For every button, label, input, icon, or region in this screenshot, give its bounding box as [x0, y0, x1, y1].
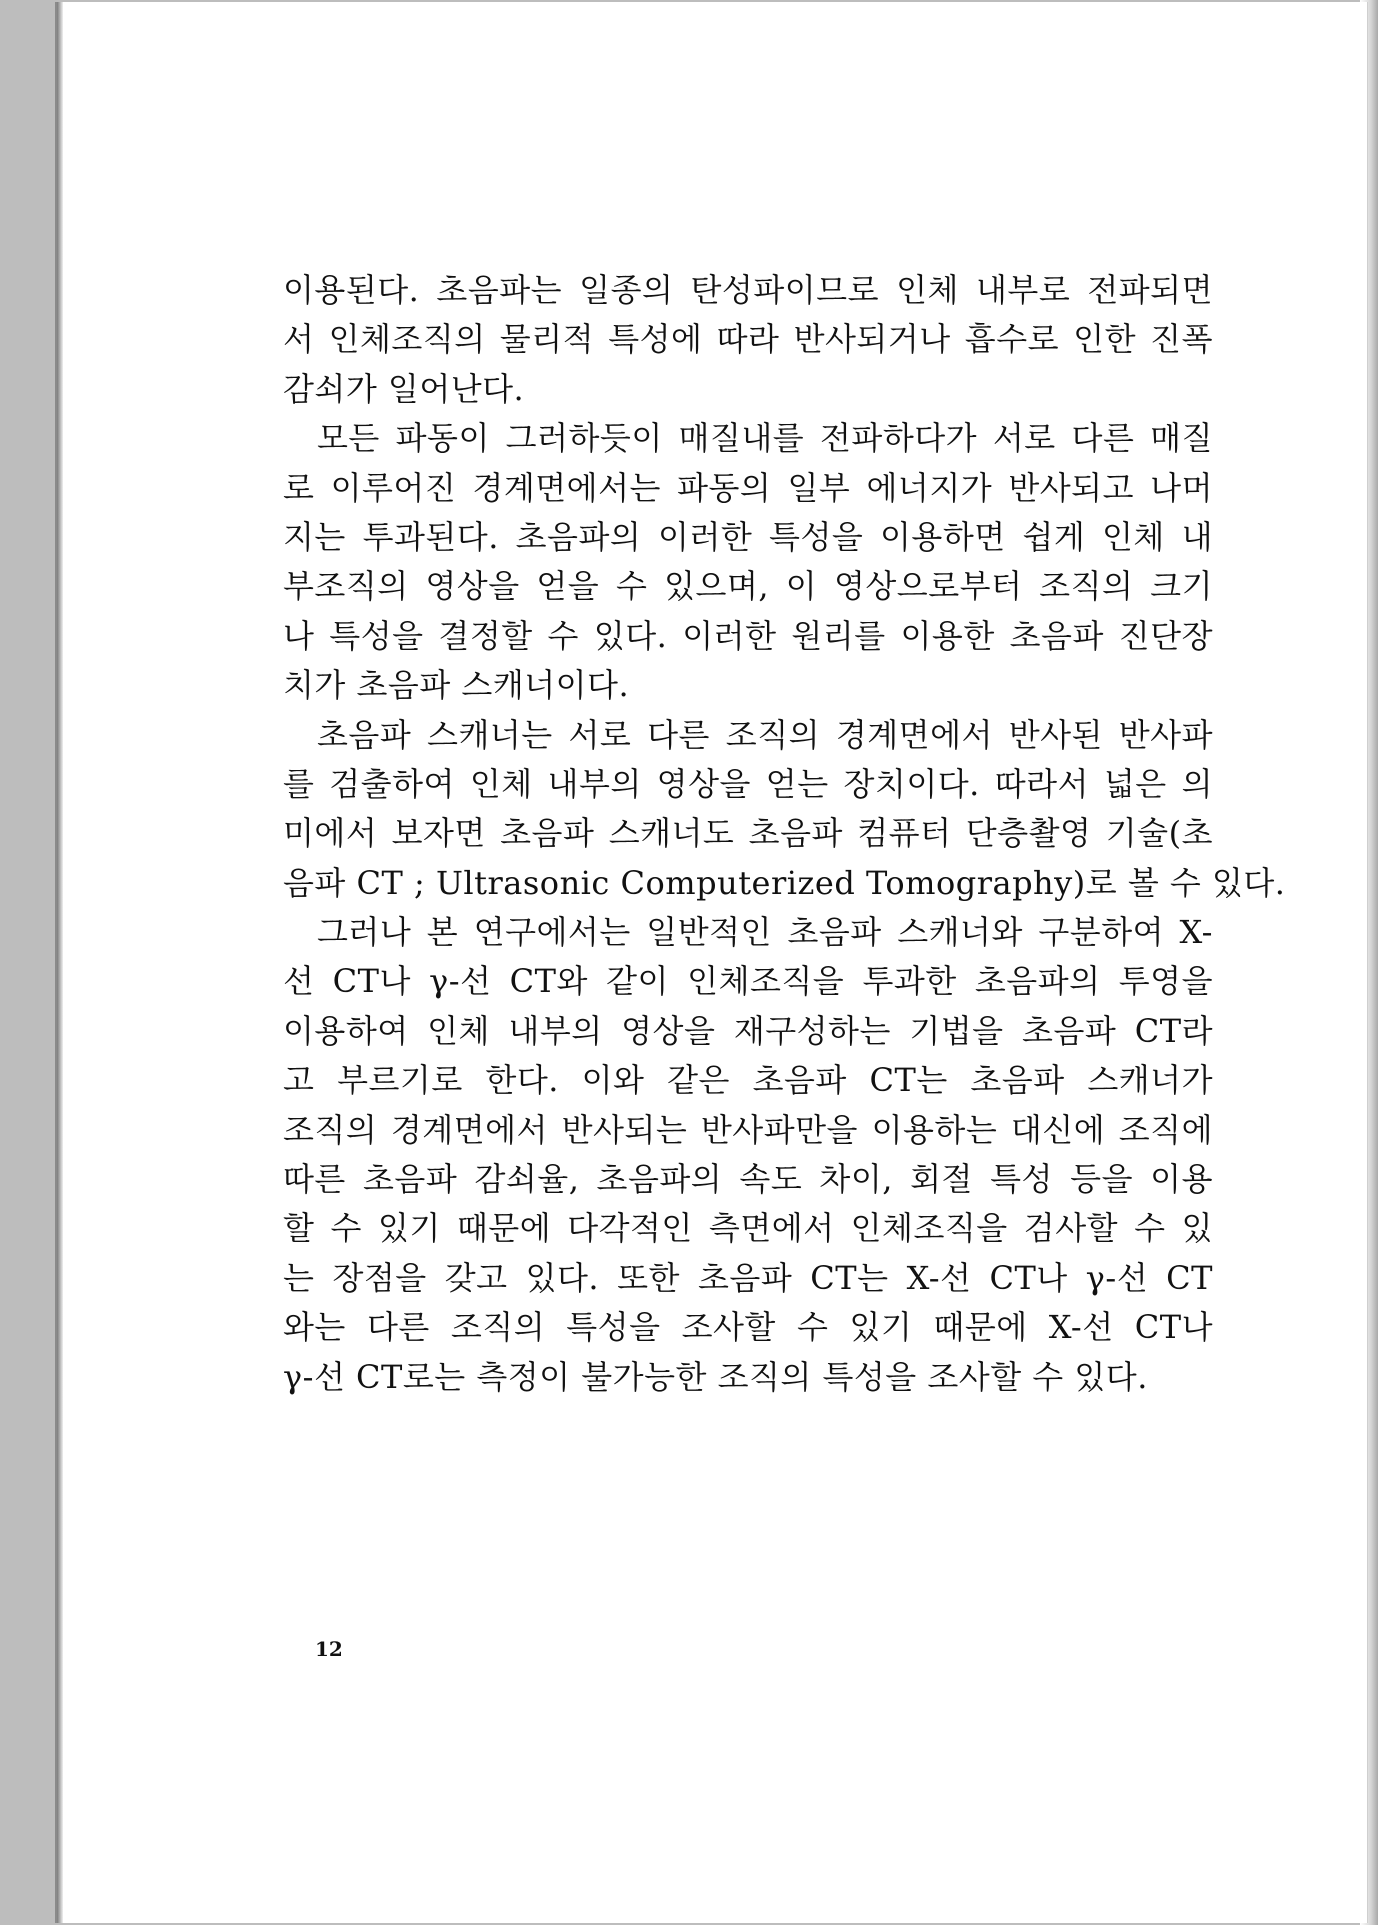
body-text — [283, 266, 1286, 1402]
text-line: 할 수 있기 때문에 다각적인 측면에서 인체조직을 검사할 수 있 — [283, 1209, 1213, 1248]
page-number: 12 — [315, 1637, 343, 1661]
text-line: 와는 다른 조직의 특성을 조사할 수 있기 때문에 X-선 CT나 — [283, 1308, 1213, 1347]
text-line: 로 이루어진 경계면에서는 파동의 일부 에너지가 반사되고 나머 — [283, 468, 1213, 507]
text-line: 음파 CT ; Ultrasonic Computerized Tomography)로 볼 수 있다. — [283, 863, 1286, 902]
text-line: 미에서 보자면 초음파 스캐너도 초음파 컴퓨터 단층촬영 기술(초 — [283, 814, 1213, 853]
text-line: 고 부르기로 한다. 이와 같은 초음파 CT는 초음파 스캐너가 — [283, 1061, 1213, 1100]
text-line: 는 장점을 갖고 있다. 또한 초음파 CT는 X-선 CT나 γ-선 CT — [283, 1258, 1213, 1297]
text-line: 감쇠가 일어난다. — [283, 369, 525, 408]
text-line: 나 특성을 결정할 수 있다. 이러한 원리를 이용한 초음파 진단장 — [283, 616, 1213, 655]
text-line: 치가 초음파 스캐너이다. — [283, 666, 630, 705]
text-line: 조직의 경계면에서 반사되는 반사파만을 이용하는 대신에 조직에 — [283, 1110, 1213, 1149]
text-line: 지는 투과된다. 초음파의 이러한 특성을 이용하면 쉽게 인체 내 — [283, 517, 1213, 556]
text-line: γ-선 CT로는 측정이 불가능한 조직의 특성을 조사할 수 있다. — [283, 1357, 1148, 1396]
text-line: 선 CT나 γ-선 CT와 같이 인체조직을 투과한 초음파의 투영을 — [283, 962, 1213, 1001]
text-line: 서 인체조직의 물리적 특성에 따라 반사되거나 흡수로 인한 진폭 — [283, 320, 1213, 359]
text-line: 부조직의 영상을 얻을 수 있으며, 이 영상으로부터 조직의 크기 — [283, 567, 1213, 606]
text-line: 따른 초음파 감쇠율, 초음파의 속도 차이, 회절 특성 등을 이용 — [283, 1160, 1213, 1199]
text-line: 를 검출하여 인체 내부의 영상을 얻는 장치이다. 따라서 넓은 의 — [283, 764, 1213, 803]
text-line: 모든 파동이 그러하듯이 매질내를 전파하다가 서로 다른 매질 — [317, 419, 1213, 458]
text-line: 초음파 스캐너는 서로 다른 조직의 경계면에서 반사된 반사파 — [317, 715, 1213, 754]
text-line: 이용된다. 초음파는 일종의 탄성파이므로 인체 내부로 전파되면 — [283, 271, 1213, 309]
page-binding-shadow — [57, 2, 63, 1923]
text-line: 이용하여 인체 내부의 영상을 재구성하는 기법을 초음파 CT라 — [283, 1011, 1213, 1050]
text-line: 그러나 본 연구에서는 일반적인 초음파 스캐너와 구분하여 X- — [317, 913, 1213, 952]
